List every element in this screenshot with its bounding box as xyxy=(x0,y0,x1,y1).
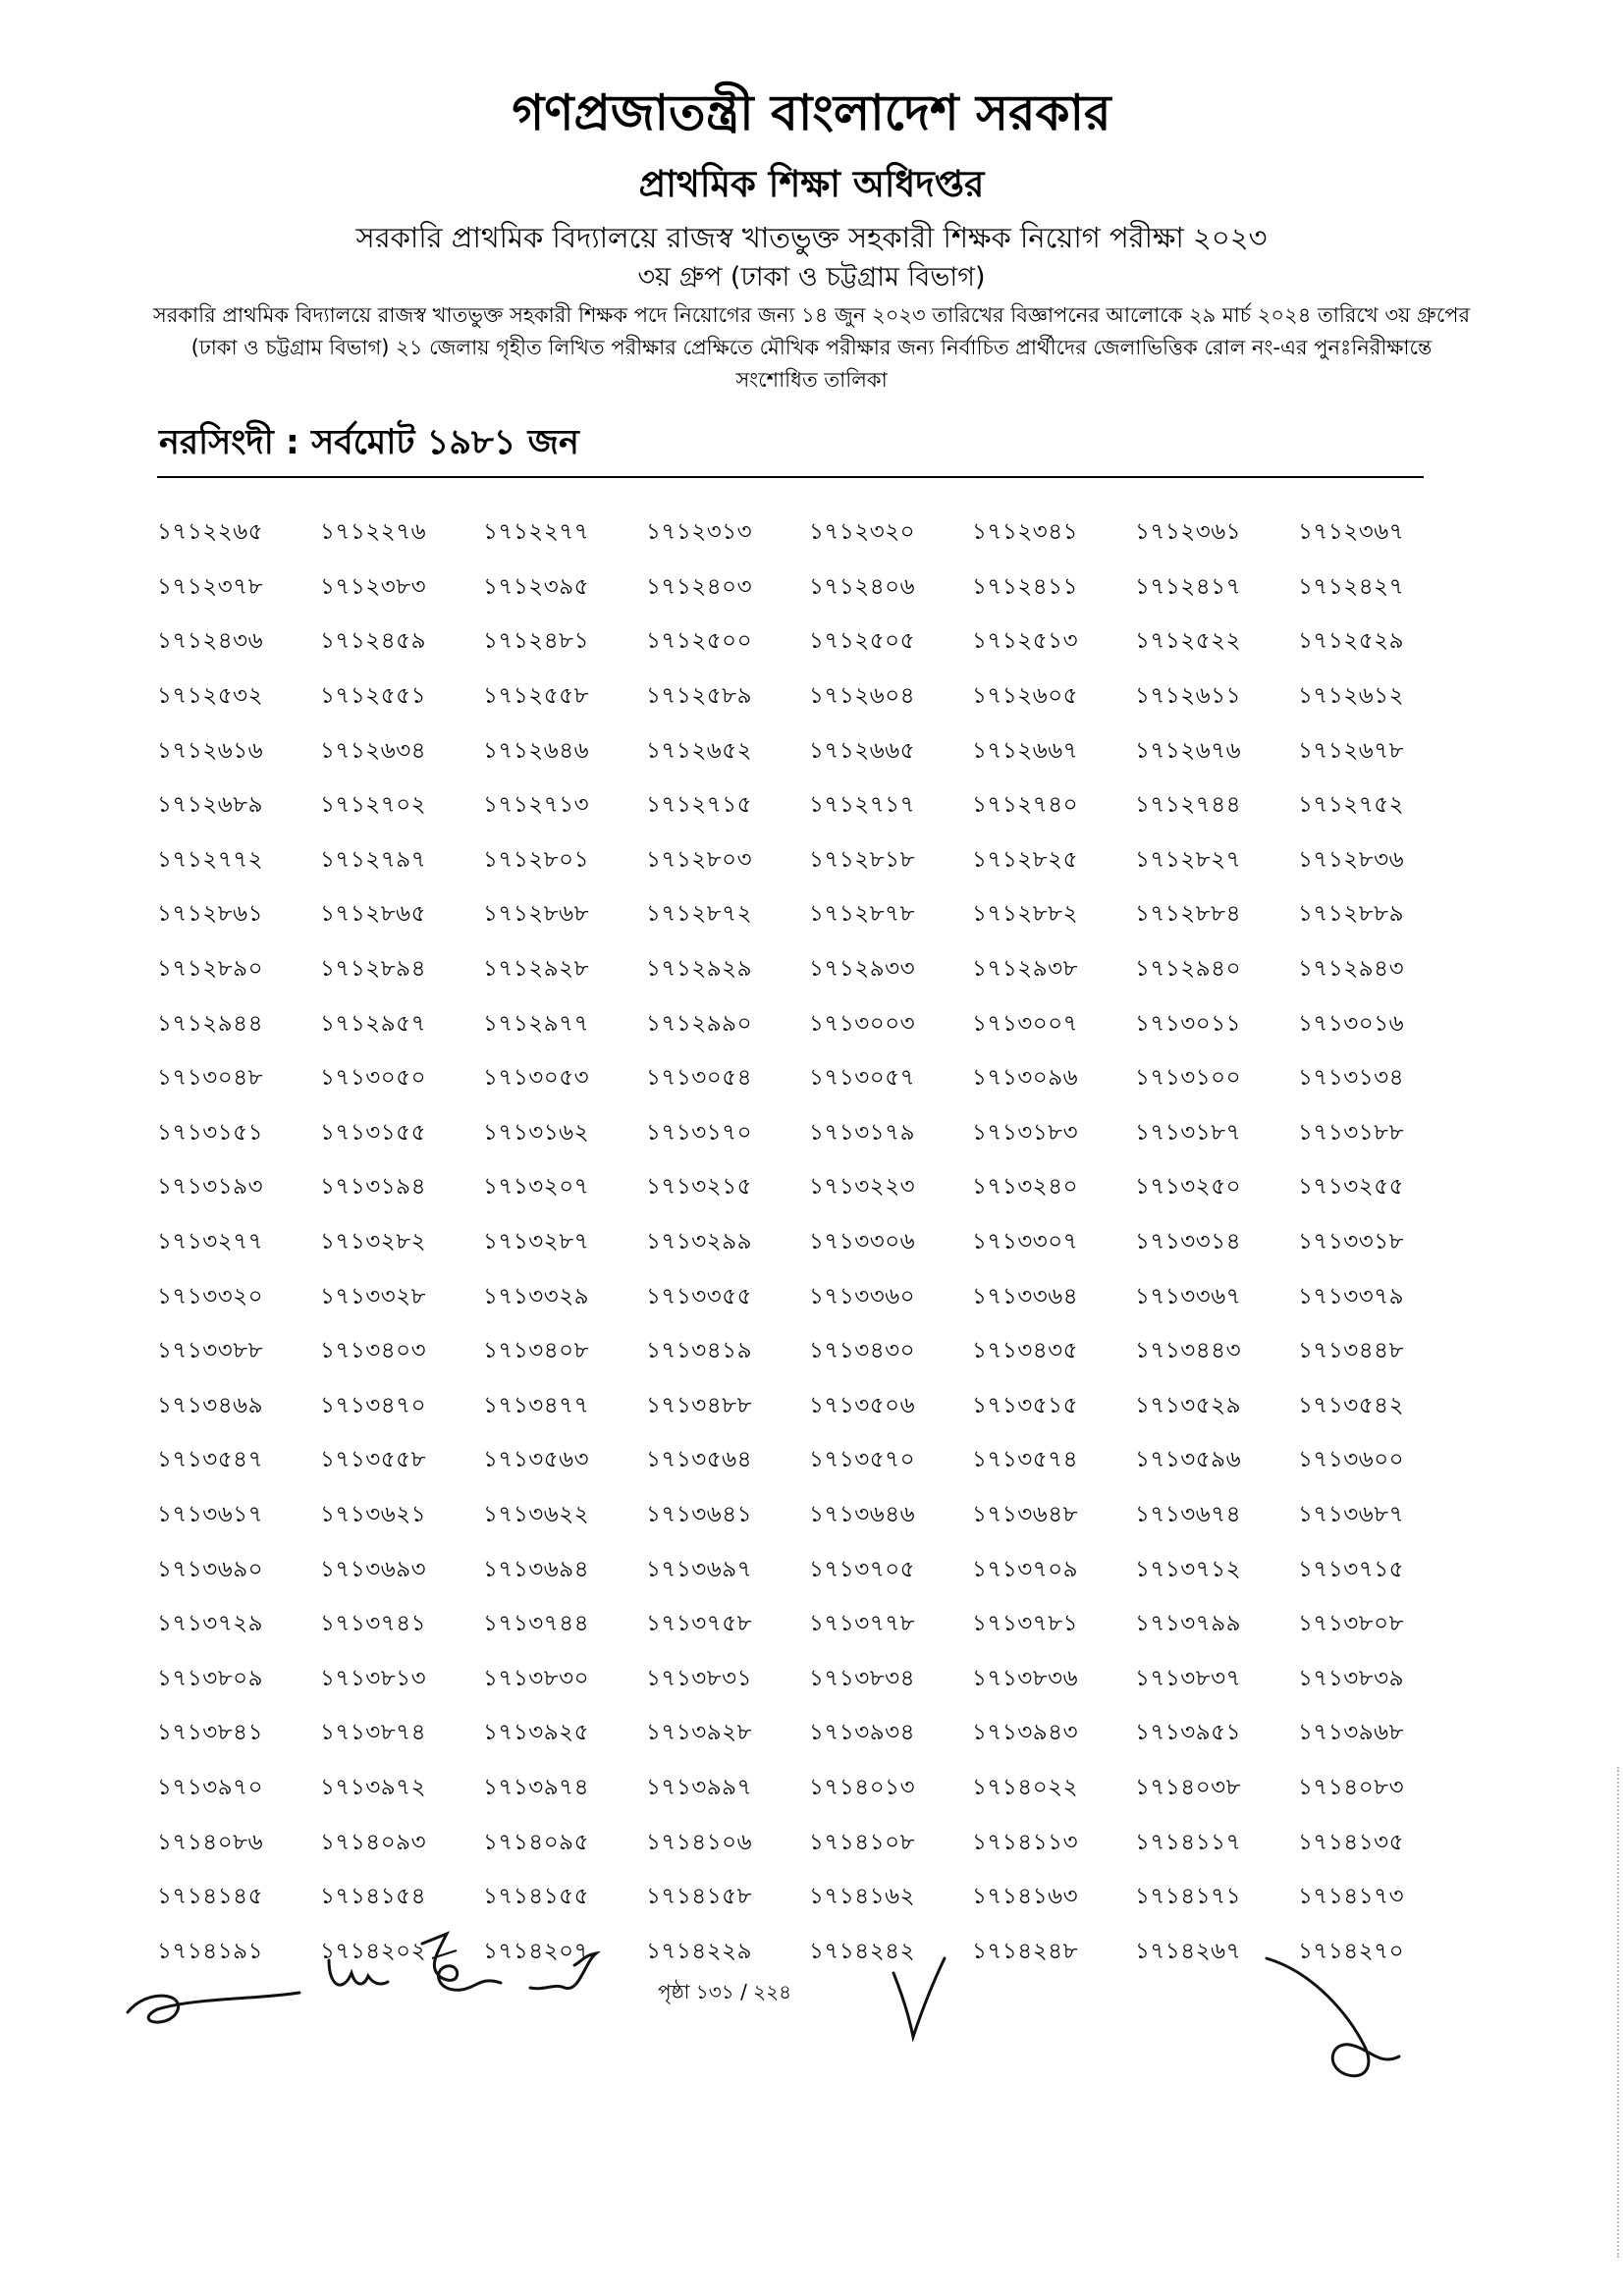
roll-number-cell: ১৭১২৩৯৫ xyxy=(483,573,590,600)
roll-number-cell: ১৭১২৬১২ xyxy=(1298,683,1405,710)
roll-number-cell: ১৭১২৬১৬ xyxy=(157,737,264,764)
roll-number-cell: ১৭১৩৪৪৩ xyxy=(1135,1338,1242,1364)
roll-number-cell: ১৭১২৮৭৮ xyxy=(809,901,916,928)
roll-number-cell: ১৭১৪০৮৩ xyxy=(1298,1774,1405,1800)
roll-number-cell: ১৭১২৩৮৩ xyxy=(320,573,427,600)
roll-number-cell: ১৭১৩৬৯৪ xyxy=(483,1556,590,1582)
roll-number-cell: ১৭১৩৫৬৪ xyxy=(646,1447,753,1473)
roll-number-cell: ১৭১৩৩২৯ xyxy=(483,1283,590,1309)
roll-number-cell: ১৭১৩৮১৩ xyxy=(320,1665,427,1691)
roll-number-cell: ১৭১৩৫১৫ xyxy=(972,1392,1079,1418)
roll-number-cell: ১৭১৩৬৯৭ xyxy=(646,1556,753,1582)
roll-number-cell: ১৭১২৮০৩ xyxy=(646,846,753,873)
roll-number-cell: ১৭১৪০২২ xyxy=(972,1774,1079,1800)
roll-number-cell: ১৭১৩৮৩৬ xyxy=(972,1665,1079,1691)
roll-number-cell: ১৭১৪১৬৩ xyxy=(972,1884,1079,1910)
roll-number-cell: ১৭১৩৬৮৭ xyxy=(1298,1501,1405,1527)
roll-number-cell: ১৭১৩৫৪২ xyxy=(1298,1392,1405,1418)
government-title: গণপ্রজাতন্ত্রী বাংলাদেশ সরকার xyxy=(512,84,1111,141)
roll-number-cell: ১৭১২৯৪০ xyxy=(1135,956,1242,983)
roll-number-cell: ১৭১৩৮৩৯ xyxy=(1298,1665,1405,1691)
roll-number-cell: ১৭১৪০৮৬ xyxy=(157,1829,264,1855)
roll-number-cell: ১৭১৪১৭৩ xyxy=(1298,1884,1405,1910)
roll-number-cell: ১৭১২৮৩৬ xyxy=(1298,846,1405,873)
roll-number-cell: ১৭১২৯৩৩ xyxy=(809,956,916,983)
roll-number-cell: ১৭১৩৯৭২ xyxy=(320,1774,427,1800)
roll-number-cell: ১৭১৩১০০ xyxy=(1135,1065,1242,1092)
roll-number-cell: ১৭১৩৬০০ xyxy=(1298,1447,1405,1473)
signature-1-icon xyxy=(118,1919,314,2037)
group-title: ৩য় গ্রুপ (ঢাকা ও চট্টগ্রাম বিভাগ) xyxy=(637,262,986,293)
roll-number-cell: ১৭১২৫০৫ xyxy=(809,628,916,655)
roll-number-cell: ১৭১৩১৫৫ xyxy=(320,1119,427,1146)
roll-number-cell: ১৭১৩৪০৩ xyxy=(320,1338,427,1364)
roll-number-cell: ১৭১৩৫২৯ xyxy=(1135,1392,1242,1418)
roll-number-cell: ১৭১৪২৪২ xyxy=(809,1938,916,1964)
roll-number-cell: ১৭১৩৬২১ xyxy=(320,1501,427,1527)
roll-number-cell: ১৭১৩১৭৯ xyxy=(809,1119,916,1146)
roll-number-cell: ১৭১২৭০২ xyxy=(320,792,427,819)
roll-number-cell: ১৭১৪১৫৪ xyxy=(320,1884,427,1910)
roll-number-cell: ১৭১৩৯৪৩ xyxy=(972,1720,1079,1746)
roll-number-cell: ১৭১৩৭০৫ xyxy=(809,1556,916,1582)
roll-number-cell: ১৭১৩৮০৯ xyxy=(157,1665,264,1691)
roll-number-cell: ১৭১৩৬৪১ xyxy=(646,1501,753,1527)
roll-number-cell: ১৭১৪১৬২ xyxy=(809,1884,916,1910)
roll-number-table xyxy=(157,506,1434,1979)
roll-number-cell: ১৭১৪১১৭ xyxy=(1135,1829,1242,1855)
roll-number-cell: ১৭১২৪২৭ xyxy=(1298,573,1405,600)
roll-number-cell: ১৭১৪২২৯ xyxy=(646,1938,753,1964)
roll-number-cell: ১৭১৩১৯৪ xyxy=(320,1174,427,1201)
roll-number-cell: ১৭১৩৪৪৮ xyxy=(1298,1338,1405,1364)
roll-number-cell: ১৭১২৫৫১ xyxy=(320,683,427,710)
roll-number-cell: ১৭১২৮৯৪ xyxy=(320,956,427,983)
roll-number-cell: ১৭১৩২৯৯ xyxy=(646,1229,753,1255)
roll-number-cell: ১৭১২৯৫৭ xyxy=(320,1010,427,1037)
roll-number-cell: ১৭১৩৮৩০ xyxy=(483,1665,590,1691)
roll-number-cell: ১৭১৩৩৬৭ xyxy=(1135,1283,1242,1309)
roll-number-cell: ১৭১৩৭৭৮ xyxy=(809,1611,916,1637)
roll-number-cell: ১৭১৩০৫০ xyxy=(320,1065,427,1092)
roll-number-cell: ১৭১২৪১৭ xyxy=(1135,573,1242,600)
roll-number-cell: ১৭১২৪০৬ xyxy=(809,573,916,600)
roll-number-cell: ১৭১৩০৫৭ xyxy=(809,1065,916,1092)
roll-number-cell: ১৭১৪০৯৩ xyxy=(320,1829,427,1855)
roll-number-cell: ১৭১২৪৩৬ xyxy=(157,628,264,655)
district-heading: নরসিংদী : সর্বমোট ১৯৮১ জন xyxy=(159,423,579,462)
roll-number-cell: ১৭১২২৬৫ xyxy=(157,519,264,546)
roll-number-cell: ১৭১৩৭১২ xyxy=(1135,1556,1242,1582)
roll-number-cell: ১৭১৪১৭১ xyxy=(1135,1884,1242,1910)
roll-number-cell: ১৭১৩৬৪৮ xyxy=(972,1501,1079,1527)
roll-number-cell: ১৭১২৯৩৮ xyxy=(972,956,1079,983)
roll-number-cell: ১৭১৩৮০৮ xyxy=(1298,1611,1405,1637)
roll-number-cell: ১৭১৪১১৩ xyxy=(972,1829,1079,1855)
roll-number-cell: ১৭১৩৩৮৮ xyxy=(157,1338,264,1364)
roll-number-cell: ১৭১২৮১৮ xyxy=(809,846,916,873)
roll-number-cell: ১৭১৩৩২৮ xyxy=(320,1283,427,1309)
roll-number-cell: ১৭১৩৩৫৫ xyxy=(646,1283,753,1309)
signature-2-icon xyxy=(324,1949,393,2002)
roll-number-cell: ১৭১৩৩২০ xyxy=(157,1283,264,1309)
roll-number-cell: ১৭১২৩৬১ xyxy=(1135,519,1242,546)
roll-number-cell: ১৭১৩২৮২ xyxy=(320,1229,427,1255)
roll-number-cell: ১৭১২৬০৪ xyxy=(809,683,916,710)
roll-number-cell: ১৭১৪১০৮ xyxy=(809,1829,916,1855)
roll-number-cell: ১৭১২৮৮৪ xyxy=(1135,901,1242,928)
list-description: সরকারি প্রাথমিক বিদ্যালয়ে রাজস্ব খাতভুক্ত সহকারী শিক্ষক পদে নিয়োগের জন্য ১৪ জুন ২০২৩ তারিখের বিজ্ঞাপনের আলোকে ২৯ মার্চ ২০২৪ তারিখে ৩য় গ্রুপের (ঢাকা ও চট্টগ্রাম বিভাগ) ২১ জেলায় গৃহীত লিখিত পরীক্ষার প্রেক্ষিতে মৌখিক পরীক্ষার জন্য নির্বাচিত প্রার্থীদের জেলাভিত্তিক রোল নং-এর পুনঃনিরীক্ষান্তে সংশোধিত তালিকা xyxy=(152,303,1471,392)
roll-number-cell: ১৭১৩০১১ xyxy=(1135,1010,1242,1037)
roll-number-cell: ১৭১২৫০০ xyxy=(646,628,753,655)
roll-number-cell: ১৭১৩০১৬ xyxy=(1298,1010,1405,1037)
heading-divider xyxy=(157,476,1424,478)
roll-number-cell: ১৭১২৭১৫ xyxy=(646,792,753,819)
roll-number-cell: ১৭১৪২৪৮ xyxy=(972,1938,1079,1964)
roll-number-cell: ১৭১৪২০৭ xyxy=(483,1938,590,1964)
roll-number-cell: ১৭১২৬৭৬ xyxy=(1135,737,1242,764)
roll-number-cell: ১৭১৩৪৮৮ xyxy=(646,1392,753,1418)
roll-number-cell: ১৭১৩৪৭৭ xyxy=(483,1392,590,1418)
roll-number-cell: ১৭১৩৬৯০ xyxy=(157,1556,264,1582)
roll-number-cell: ১৭১২৪০৩ xyxy=(646,573,753,600)
signature-6-icon xyxy=(1257,1949,1404,2086)
roll-number-cell: ১৭১৩৯৫১ xyxy=(1135,1720,1242,1746)
roll-number-cell: ১৭১৩১৮৩ xyxy=(972,1119,1079,1146)
roll-number-cell: ১৭১৪২৬৭ xyxy=(1135,1938,1242,1964)
roll-number-cell: ১৭১২২৭৬ xyxy=(320,519,427,546)
roll-number-cell: ১৭১২৫২৯ xyxy=(1298,628,1405,655)
roll-number-cell: ১৭১৩৪৩০ xyxy=(809,1338,916,1364)
roll-number-cell: ১৭১২৫৮৯ xyxy=(646,683,753,710)
signature-4-icon xyxy=(525,1944,604,2002)
roll-number-cell: ১৭১৩১৬২ xyxy=(483,1119,590,1146)
roll-number-cell: ১৭১২৮৮২ xyxy=(972,901,1079,928)
roll-number-cell: ১৭১৩৮৪১ xyxy=(157,1720,264,1746)
roll-number-cell: ১৭১২৭১৩ xyxy=(483,792,590,819)
roll-number-cell: ১৭১৩৬৭৪ xyxy=(1135,1501,1242,1527)
roll-number-cell: ১৭১৪১৯১ xyxy=(157,1938,264,1964)
roll-number-cell: ১৭১৩৮৭৪ xyxy=(320,1720,427,1746)
roll-number-cell: ১৭১৪০৩৮ xyxy=(1135,1774,1242,1800)
roll-number-cell: ১৭১৩৭৪১ xyxy=(320,1611,427,1637)
roll-number-cell: ১৭১৩৭২৯ xyxy=(157,1611,264,1637)
roll-number-cell: ১৭১২৮০১ xyxy=(483,846,590,873)
roll-number-cell: ১৭১৩৩১৪ xyxy=(1135,1229,1242,1255)
roll-number-cell: ১৭১২৬৭৮ xyxy=(1298,737,1405,764)
roll-number-cell: ১৭১৩৯২৮ xyxy=(646,1720,753,1746)
roll-number-cell: ১৭১৩২০৭ xyxy=(483,1174,590,1201)
exam-title: সরকারি প্রাথমিক বিদ্যালয়ে রাজস্ব খাতভুক্ত সহকারী শিক্ষক নিয়োগ পরীক্ষা ২০২৩ xyxy=(355,221,1268,254)
roll-number-cell: ১৭১২৮২৭ xyxy=(1135,846,1242,873)
roll-number-cell: ১৭১৩৯৬৮ xyxy=(1298,1720,1405,1746)
roll-number-cell: ১৭১৩২৫৫ xyxy=(1298,1174,1405,1201)
roll-number-cell: ১৭১৩২৭৭ xyxy=(157,1229,264,1255)
roll-number-cell: ১৭১২৮৮৯ xyxy=(1298,901,1405,928)
roll-number-cell: ১৭১৩৯৭৪ xyxy=(483,1774,590,1800)
roll-number-cell: ১৭১২৮৬১ xyxy=(157,901,264,928)
roll-number-cell: ১৭১২৫৩২ xyxy=(157,683,264,710)
roll-number-cell: ১৭১২৩৪১ xyxy=(972,519,1079,546)
roll-number-cell: ১৭১৩৬৯৩ xyxy=(320,1556,427,1582)
roll-number-cell: ১৭১২৬৬৫ xyxy=(809,737,916,764)
roll-number-cell: ১৭১৪২৭০ xyxy=(1298,1938,1405,1964)
roll-number-cell: ১৭১৩৫০৬ xyxy=(809,1392,916,1418)
roll-number-cell: ১৭১৩১৮৭ xyxy=(1135,1119,1242,1146)
roll-number-cell: ১৭১৩১৫১ xyxy=(157,1119,264,1146)
page-number: পৃষ্ঠা ১৩১ / ২২৪ xyxy=(658,1980,792,2003)
signature-3-icon xyxy=(407,1929,515,2007)
roll-number-cell: ১৭১২৭১৭ xyxy=(809,792,916,819)
roll-number-cell: ১৭১৩০৫৩ xyxy=(483,1065,590,1092)
roll-number-cell: ১৭১৩৯৭০ xyxy=(157,1774,264,1800)
roll-number-cell: ১৭১২৭৯৭ xyxy=(320,846,427,873)
roll-number-cell: ১৭১৪০১৩ xyxy=(809,1774,916,1800)
roll-number-cell: ১৭১২৪৫৯ xyxy=(320,628,427,655)
roll-number-cell: ১৭১৪০৯৫ xyxy=(483,1829,590,1855)
roll-number-cell: ১৭১৩৫৫৮ xyxy=(320,1447,427,1473)
roll-number-cell: ১৭১২৩২০ xyxy=(809,519,916,546)
roll-number-cell: ১৭১৩৫৭০ xyxy=(809,1447,916,1473)
roll-number-cell: ১৭১৩০৫৪ xyxy=(646,1065,753,1092)
roll-number-cell: ১৭১২৯৪৪ xyxy=(157,1010,264,1037)
roll-number-cell: ১৭১২৬৪৬ xyxy=(483,737,590,764)
roll-number-cell: ১৭১২৮৬৮ xyxy=(483,901,590,928)
roll-number-cell: ১৭১৩২১৫ xyxy=(646,1174,753,1201)
roll-number-cell: ১৭১৩৪৩৫ xyxy=(972,1338,1079,1364)
roll-number-cell: ১৭১২৪৮১ xyxy=(483,628,590,655)
roll-number-cell: ১৭১২৯৪৩ xyxy=(1298,956,1405,983)
roll-number-cell: ১৭১৪১৩৫ xyxy=(1298,1829,1405,1855)
roll-number-cell: ১৭১২৮৯০ xyxy=(157,956,264,983)
roll-number-cell: ১৭১২৬১১ xyxy=(1135,683,1242,710)
roll-number-cell: ১৭১৩২৪০ xyxy=(972,1174,1079,1201)
roll-number-cell: ১৭১৩৫৯৬ xyxy=(1135,1447,1242,1473)
roll-number-cell: ১৭১৩২৮৭ xyxy=(483,1229,590,1255)
roll-number-cell: ১৭১৩১৮৮ xyxy=(1298,1119,1405,1146)
roll-number-cell: ১৭১৩৪১৯ xyxy=(646,1338,753,1364)
roll-number-cell: ১৭১২৩৬৭ xyxy=(1298,519,1405,546)
roll-number-cell: ১৭১২৩৭৮ xyxy=(157,573,264,600)
roll-number-cell: ১৭১২৮৭২ xyxy=(646,901,753,928)
roll-number-cell: ১৭১৩০০৩ xyxy=(809,1010,916,1037)
roll-number-cell: ১৭১৩৭০৯ xyxy=(972,1556,1079,1582)
roll-number-cell: ১৭১৪১৫৫ xyxy=(483,1884,590,1910)
roll-number-cell: ১৭১২৬৫২ xyxy=(646,737,753,764)
roll-number-cell: ১৭১২৫১৩ xyxy=(972,628,1079,655)
roll-number-cell: ১৭১২৬৩৪ xyxy=(320,737,427,764)
roll-number-cell: ১৭১২৪১১ xyxy=(972,573,1079,600)
roll-number-cell: ১৭১৩৩৬৪ xyxy=(972,1283,1079,1309)
roll-number-cell: ১৭১৩৭৪৪ xyxy=(483,1611,590,1637)
signature-5-icon xyxy=(884,1953,952,2042)
roll-number-cell: ১৭১৩৯২৫ xyxy=(483,1720,590,1746)
roll-number-cell: ১৭১৩০৪৮ xyxy=(157,1065,264,1092)
roll-number-cell: ১৭১৩১৭০ xyxy=(646,1119,753,1146)
roll-number-cell: ১৭১৩৩৬০ xyxy=(809,1283,916,1309)
roll-number-cell: ১৭১২৬০৫ xyxy=(972,683,1079,710)
roll-number-cell: ১৭১৩৩০৬ xyxy=(809,1229,916,1255)
roll-number-cell: ১৭১২৫২২ xyxy=(1135,628,1242,655)
roll-number-cell: ১৭১৩১৯৩ xyxy=(157,1174,264,1201)
roll-number-cell: ১৭১৩৩১৮ xyxy=(1298,1229,1405,1255)
roll-number-cell: ১৭১৩৬১৭ xyxy=(157,1501,264,1527)
roll-number-cell: ১৭১৩৪৭০ xyxy=(320,1392,427,1418)
roll-number-cell: ১৭১৩৩০৭ xyxy=(972,1229,1079,1255)
roll-number-cell: ১৭১৩৮৩৭ xyxy=(1135,1665,1242,1691)
roll-number-cell: ১৭১৩৭৫৮ xyxy=(646,1611,753,1637)
roll-number-cell: ১৭১৩৭৮১ xyxy=(972,1611,1079,1637)
roll-number-cell: ১৭১৪২০২ xyxy=(320,1938,427,1964)
roll-number-cell: ১৭১২৭৪৪ xyxy=(1135,792,1242,819)
roll-number-cell: ১৭১৩৭৯৯ xyxy=(1135,1611,1242,1637)
roll-number-cell: ১৭১৩০০৭ xyxy=(972,1010,1079,1037)
roll-number-cell: ১৭১২৮২৫ xyxy=(972,846,1079,873)
roll-number-cell: ১৭১২৭৫২ xyxy=(1298,792,1405,819)
roll-number-cell: ১৭১২৯২৯ xyxy=(646,956,753,983)
roll-number-cell: ১৭১২৯৭৭ xyxy=(483,1010,590,1037)
roll-number-cell: ১৭১২৬৮৯ xyxy=(157,792,264,819)
roll-number-cell: ১৭১২৬৬৭ xyxy=(972,737,1079,764)
roll-number-cell: ১৭১৩৫৬৩ xyxy=(483,1447,590,1473)
roll-number-cell: ১৭১২৩১৩ xyxy=(646,519,753,546)
roll-number-cell: ১৭১৩৫৭৪ xyxy=(972,1447,1079,1473)
roll-number-cell: ১৭১৩৯৯৭ xyxy=(646,1774,753,1800)
roll-number-cell: ১৭১২৭৭২ xyxy=(157,846,264,873)
roll-number-cell: ১৭১২৮৬৫ xyxy=(320,901,427,928)
roll-number-cell: ১৭১৩০৯৬ xyxy=(972,1065,1079,1092)
roll-number-cell: ১৭১৩১৩৪ xyxy=(1298,1065,1405,1092)
roll-number-cell: ১৭১৪১০৬ xyxy=(646,1829,753,1855)
roll-number-cell: ১৭১৩৫৪৭ xyxy=(157,1447,264,1473)
scan-edge-mark xyxy=(1615,1767,1619,2258)
roll-number-cell: ১৭১৩৩৭৯ xyxy=(1298,1283,1405,1309)
roll-number-cell: ১৭১৪১৫৮ xyxy=(646,1884,753,1910)
roll-number-cell: ১৭১২২৭৭ xyxy=(483,519,590,546)
roll-number-cell: ১৭১৩৮৩১ xyxy=(646,1665,753,1691)
roll-number-cell: ১৭১২৯২৮ xyxy=(483,956,590,983)
roll-number-cell: ১৭১২৯৯০ xyxy=(646,1010,753,1037)
roll-number-cell: ১৭১২৫৫৮ xyxy=(483,683,590,710)
roll-number-cell: ১৭১৩৮৩৪ xyxy=(809,1665,916,1691)
roll-number-cell: ১৭১২৭৪০ xyxy=(972,792,1079,819)
roll-number-cell: ১৭১৩৪৬৯ xyxy=(157,1392,264,1418)
roll-number-cell: ১৭১৩৯৩৪ xyxy=(809,1720,916,1746)
roll-number-cell: ১৭১৩৬২২ xyxy=(483,1501,590,1527)
roll-number-cell: ১৭১৩৪০৮ xyxy=(483,1338,590,1364)
roll-number-cell: ১৭১৩২৫০ xyxy=(1135,1174,1242,1201)
roll-number-cell: ১৭১৪১৪৫ xyxy=(157,1884,264,1910)
roll-number-cell: ১৭১৩২২৩ xyxy=(809,1174,916,1201)
roll-number-cell: ১৭১৩৭১৫ xyxy=(1298,1556,1405,1582)
roll-number-cell: ১৭১৩৬৪৬ xyxy=(809,1501,916,1527)
department-title: প্রাথমিক শিক্ষা অধিদপ্তর xyxy=(638,163,985,205)
